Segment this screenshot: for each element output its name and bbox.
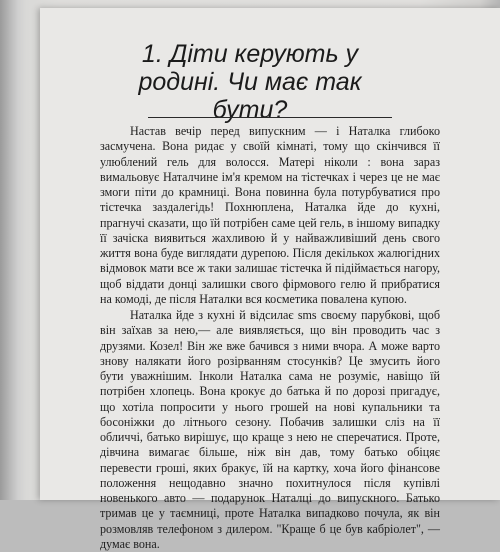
paragraph-1: Настав вечір перед випускним — і Наталка глибоко засмучена. Вона ридає у своїй кімнаті, тому що скінчився її улюблений гель для волосся. Матері ніколи : вона зараз вимальовує Наталчине ім'я кремом на тістечках і через це не має змоги піти до крамниці. Вона повинна була потурбуватися про тістечка заздалегідь! Похнюплена, Наталка йде до кухні, прагнучі сказати, що їй потрібен саме цей гель, в іншому випадку її зачіска виявиться жахливою й у найважливіший день свого життя вона буде виглядати дурепою. Після декількох жалюгідних відмовок мати все ж таки залишає тістечка й підіймається нагору, щоб віддати донці залишки свого фірмового гелю й прибратися на комоді, де після Наталки вся косметика повалена купою. — [100, 124, 440, 306]
chapter-heading-line-2: родині. Чи має так — [138, 68, 362, 96]
chapter-body-text — [100, 124, 440, 552]
chapter-heading-line-1: 1. Діти керують у — [141, 40, 359, 68]
heading-underline-divider — [148, 117, 392, 118]
chapter-heading — [95, 40, 405, 124]
paragraph-2: Наталка йде з кухні й відсилає sms своєму парубкові, щоб він заїхав за нею,— але виявляється, що він проводить час з друзями. Козел! Він же вже бачився з ними вчора. А може варто знову налякати його розірванням стосунків? Це змусить його бути уважнішим. Інколи Наталка сама не розуміє, навіщо їй потрібен хлопець. Вона крокує до батька й по дорозі пригадує, що хотіла попросити у нього грошей на нові купальники та босоніжки до літнього сезону. Побачив залишки сліз на її обличчі, батько вирішує, що краще з нею не сперечатися. Проте, дівчина вимагає більше, ніж він дав, тому батько обіцяє перевести гроші, яких бракує, їй на картку, хоча його фінансове положення нещодавно значно похитнулося після купівлі новенького авто — подарунок Наталці до випускного. Батько тримав це у таємниці, проте Наталка випадково почула, як він розмовляв телефоном з дилером. "Краще б це був кабріолет", — думає вона. — [100, 308, 440, 551]
chapter-heading-line-3: бути? — [212, 96, 288, 124]
